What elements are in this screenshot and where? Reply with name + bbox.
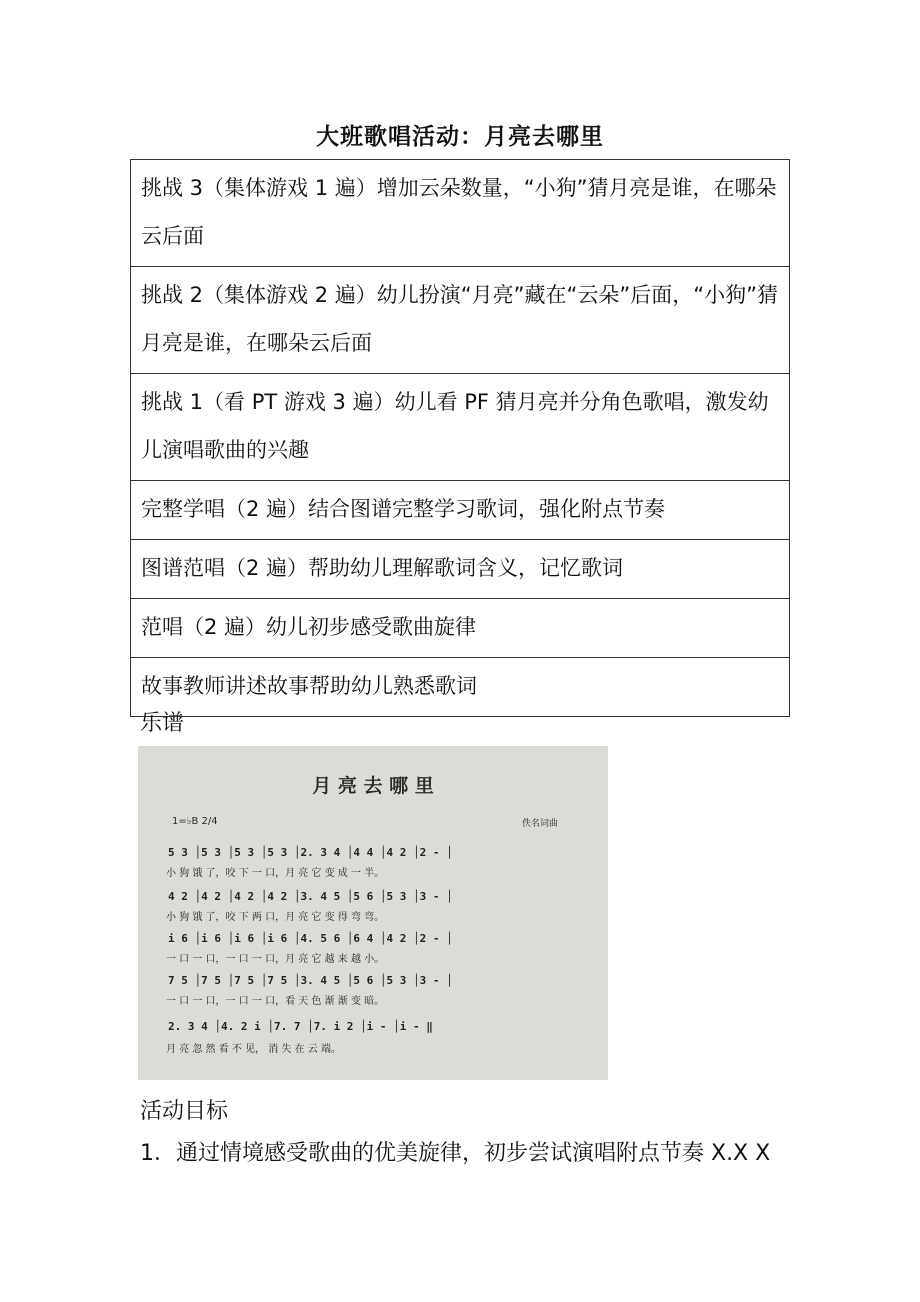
table-row bbox=[131, 540, 790, 599]
goals-heading: 活动目标 bbox=[140, 1099, 229, 1124]
notation-line: 5 3 │5 3 │5 3 │5 3 │2. 3 4 │4 4 │4 2 │2 - │ bbox=[168, 846, 453, 859]
notation-line: 7 5 │7 5 │7 5 │7 5 │3. 4 5 │5 6 │5 3 │3 - │ bbox=[168, 974, 453, 987]
table-row bbox=[131, 481, 790, 540]
step-cell: 挑战 3（集体游戏 1 遍）增加云朵数量，“小狗”猜月亮是谁，在哪朵云后面 bbox=[131, 160, 790, 267]
lyric-line: 小 狗 饿 了，咬 下 两 口，月 亮 它 变 得 弯 弯。 bbox=[166, 912, 385, 923]
step-cell: 故事教师讲述故事帮助幼儿熟悉歌词 bbox=[131, 658, 790, 717]
activity-steps-table bbox=[130, 159, 790, 717]
step-cell: 挑战 1（看 PT 游戏 3 遍）幼儿看 PF 猜月亮并分角色歌唱，激发幼儿演唱歌曲的兴趣 bbox=[131, 374, 790, 481]
lyric-line: 月 亮 忽 然 看 不 见， 消 失 在 云 端。 bbox=[166, 1044, 341, 1055]
table-row bbox=[131, 267, 790, 374]
step-cell: 完整学唱（2 遍）结合图谱完整学习歌词，强化附点节奏 bbox=[131, 481, 790, 540]
table-row bbox=[131, 160, 790, 267]
score-key: 1=♭B 2/4 bbox=[172, 816, 218, 827]
page-title: 大班歌唱活动：月亮去哪里 bbox=[316, 124, 604, 150]
lyric-line: 小 狗 饿 了，咬 下 一 口，月 亮 它 变 成 一 半。 bbox=[166, 868, 385, 879]
score-title: 月 亮 去 哪 里 bbox=[312, 775, 434, 797]
table-row bbox=[131, 374, 790, 481]
goal-item: 1．通过情境感受歌曲的优美旋律，初步尝试演唱附点节奏 X.X X bbox=[140, 1141, 771, 1166]
notation-line: 4 2 │4 2 │4 2 │4 2 │3. 4 5 │5 6 │5 3 │3 - │ bbox=[168, 890, 453, 903]
step-cell: 范唱（2 遍）幼儿初步感受歌曲旋律 bbox=[131, 599, 790, 658]
step-cell: 图谱范唱（2 遍）帮助幼儿理解歌词含义，记忆歌词 bbox=[131, 540, 790, 599]
step-cell: 挑战 2（集体游戏 2 遍）幼儿扮演“月亮”藏在“云朵”后面，“小狗”猜月亮是谁，在哪朵云后面 bbox=[131, 267, 790, 374]
table-row bbox=[131, 599, 790, 658]
table-row bbox=[131, 658, 790, 717]
notation-line: 2. 3 4 │4. 2 i │7. 7 │7. i 2 │i - │i - ‖ bbox=[168, 1020, 433, 1033]
score-credit: 佚名词曲 bbox=[522, 819, 559, 829]
score-heading: 乐谱 bbox=[140, 711, 185, 736]
lyric-line: 一 口 一 口，一 口 一 口，月 亮 它 越 来 越 小。 bbox=[166, 954, 385, 965]
lyric-line: 一 口 一 口，一 口 一 口，看 天 色 渐 渐 变 暗。 bbox=[166, 996, 385, 1007]
sheet-music-image bbox=[138, 746, 608, 1080]
notation-line: i 6 │i 6 │i 6 │i 6 │4. 5 6 │6 4 │4 2 │2 - │ bbox=[168, 932, 453, 945]
